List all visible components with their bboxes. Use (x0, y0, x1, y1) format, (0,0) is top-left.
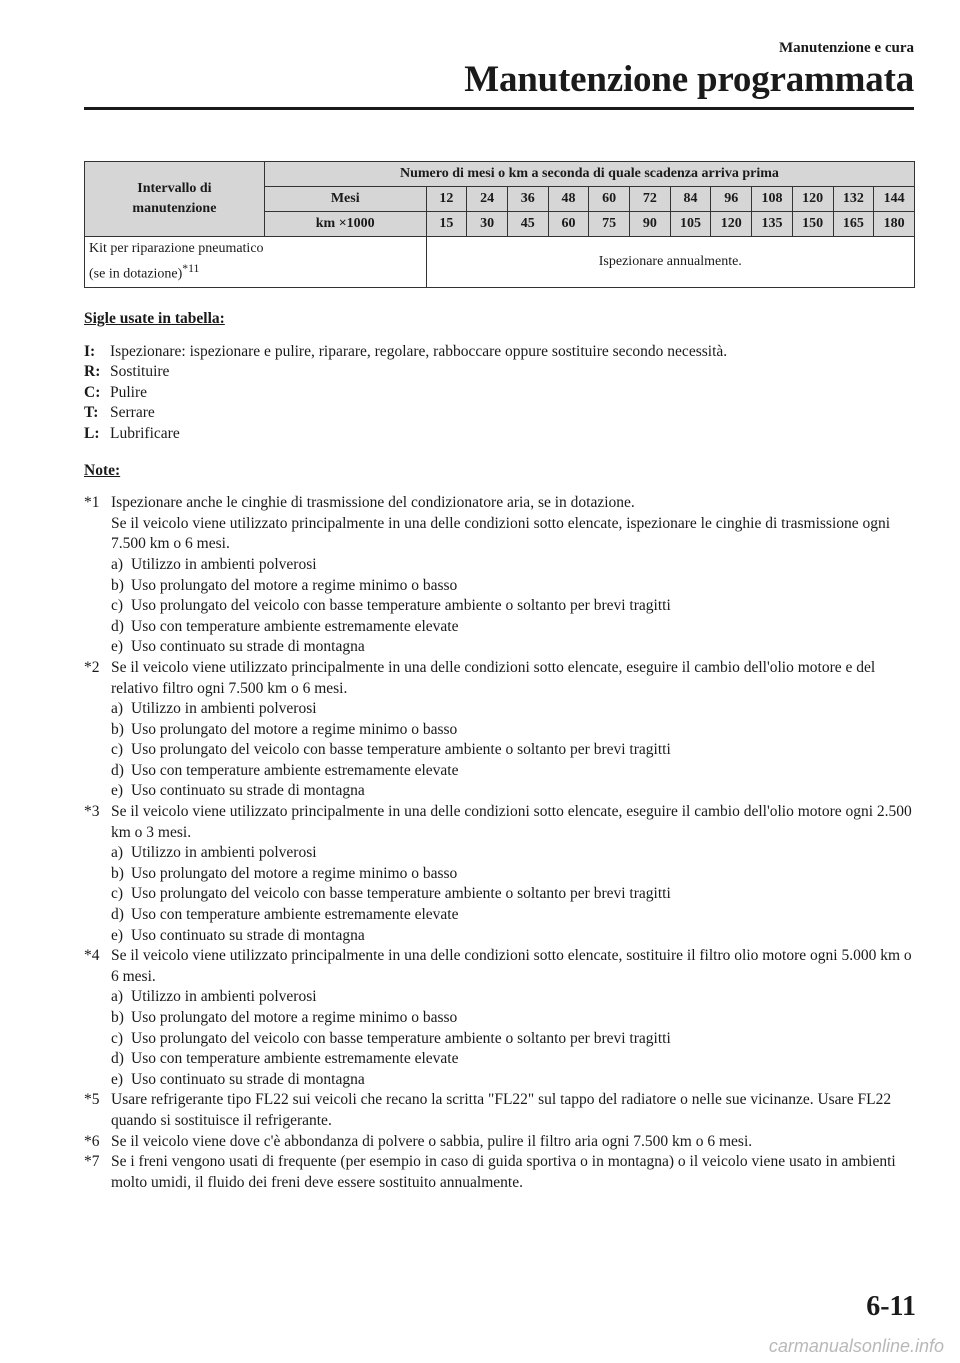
note-5: *5 Usare refrigerante tipo FL22 sui veicoli che recano la scritta "FL22" sul tappo del radiatore o nelle sue vicinanze. Usare FL22 quando si sostituisce il refrigerante. (84, 1091, 892, 1129)
legend-list (84, 342, 914, 445)
months-cell: 12 (426, 187, 467, 212)
months-cell: 132 (833, 187, 874, 212)
months-cell: 96 (711, 187, 752, 212)
km-cell: 150 (792, 212, 833, 237)
maintenance-schedule-table (84, 161, 915, 288)
item-name-cell: Kit per riparazione pneumatico (se in dotazione)$^{*11}$ (85, 237, 427, 288)
months-label: Mesi (264, 187, 426, 212)
title-rule (84, 107, 914, 110)
item-action-cell: Ispezionare annualmente. (426, 237, 914, 288)
months-cell: 36 (507, 187, 548, 212)
km-cell: 45 (507, 212, 548, 237)
months-cell: 48 (548, 187, 589, 212)
note-3: *3 Se il veicolo viene utilizzato principalmente in una delle condizioni sotto elencate, eseguire il cambio dell'olio motore ogni 2.500 km o 3 mesi. a) Utilizzo in ambienti polverosi b) Uso prolungato del motore a regime minimo o basso c) Uso prolungato del veicolo con basse temperature ambiente o soltanto per brevi tragitti d) Uso con temperature ambiente estremamente elevate e) Uso continuato su strade di montagna (84, 803, 912, 944)
table-row (85, 237, 915, 288)
months-cell: 108 (752, 187, 793, 212)
note-7: *7 Se i freni vengono usati di frequente (per esempio in caso di guida sportiva o in montagna) o il veicolo viene usato in ambienti molto umidi, il fluido dei freni deve essere sostituito annualmente. (84, 1153, 896, 1191)
note-1: *1 Ispezionare anche le cinghie di trasmissione del condizionatore aria, se in dotazione. Se il veicolo viene utilizzato principalmente in una delle condizioni sotto elencate, ispezionare le cinghie di trasmissione ogni 7.500 km o 6 mesi. a) Utilizzo in ambienti polverosi b) Uso prolungato del motore a regime minimo o basso c) Uso prolungato del veicolo con basse temperature ambiente o soltanto per brevi tragitti d) Uso con temperature ambiente estremamente elevate e) Uso continuato su strade di montagna (84, 494, 891, 656)
watermark: carmanualsonline.info (768, 1336, 944, 1356)
page-number: 6-11 (866, 1291, 916, 1322)
interval-header: Intervallo di manutenzione (85, 162, 265, 237)
note-4: *4 Se il veicolo viene utilizzato principalmente in una delle condizioni sotto elencate, sostituire il filtro olio motore ogni 5.000 km o 6 mesi. a) Utilizzo in ambienti polverosi b) Uso prolungato del motore a regime minimo o basso c) Uso prolungato del veicolo con basse temperature ambiente o soltanto per brevi tragitti d) Uso con temperature ambiente estremamente elevate e) Uso continuato su strade di montagna (84, 947, 912, 1088)
note-2: *2 Se il veicolo viene utilizzato principalmente in una delle condizioni sotto elencate, eseguire il cambio dell'olio motore e del relativo filtro ogni 7.500 km o 6 mesi. a) Utilizzo in ambienti polverosi b) Uso prolungato del motore a regime minimo o basso c) Uso prolungato del veicolo con basse temperature ambiente o soltanto per brevi tragitti d) Uso con temperature ambiente estremamente elevate e) Uso continuato su strade di montagna (84, 658, 876, 800)
legend-item: C: Pulire (84, 383, 148, 401)
km-cell: 15 (426, 212, 467, 237)
span-header: Numero di mesi o km a seconda di quale scadenza arriva prima (264, 162, 914, 187)
content (84, 309, 914, 1193)
km-label: km ×1000 (264, 212, 426, 237)
months-cell: 60 (589, 187, 630, 212)
footnote-ref: *11 (182, 262, 200, 276)
months-cell: 84 (670, 187, 711, 212)
km-cell: 135 (752, 212, 793, 237)
months-cell: 120 (792, 187, 833, 212)
months-cell: 72 (630, 187, 671, 212)
section-label: Manutenzione e cura (779, 40, 914, 56)
legend-item: I: Ispezionare: ispezionare e pulire, riparare, regolare, rabboccare oppure sostituire secondo necessità. (84, 342, 728, 360)
km-cell: 120 (711, 212, 752, 237)
legend-item: L: Lubrificare (84, 424, 180, 442)
months-cell: 24 (467, 187, 508, 212)
legend-item: T: Serrare (84, 404, 155, 422)
km-cell: 180 (874, 212, 915, 237)
km-cell: 165 (833, 212, 874, 237)
legend-title: Sigle usate in tabella: (84, 310, 225, 327)
notes-title: Note: (84, 461, 121, 479)
km-cell: 30 (467, 212, 508, 237)
km-cell: 60 (548, 212, 589, 237)
km-cell: 105 (670, 212, 711, 237)
km-cell: 75 (589, 212, 630, 237)
legend-item: R: Sostituire (84, 363, 170, 381)
page-title: Manutenzione programmata (464, 59, 914, 100)
months-cell: 144 (874, 187, 915, 212)
km-cell: 90 (630, 212, 671, 237)
note-6: *6 Se il veicolo viene dove c'è abbondanza di polvere o sabbia, pulire il filtro aria ogni 7.500 km o 6 mesi. (84, 1132, 753, 1150)
